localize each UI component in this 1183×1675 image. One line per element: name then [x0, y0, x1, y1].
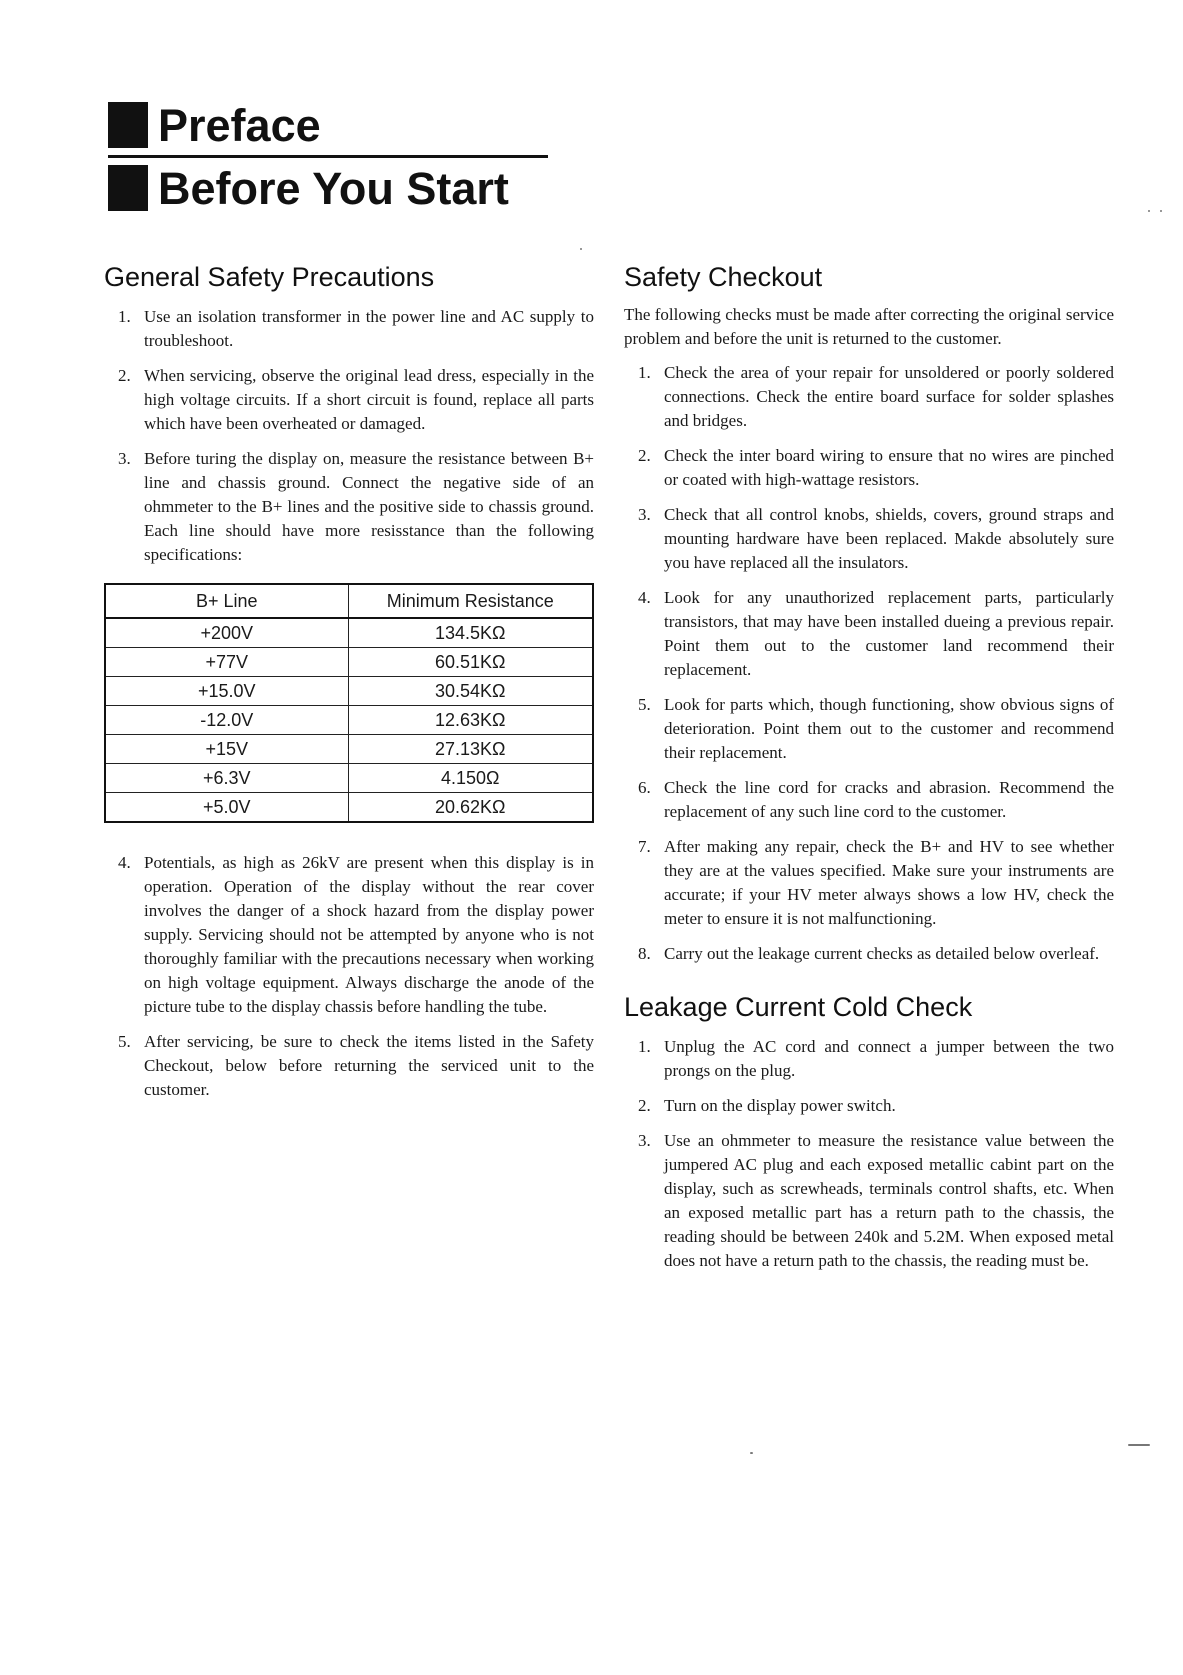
item-text: Look for parts which, though functioning, show obvious signs of deterioration. Point them out to the customer and recommend their replacement. [664, 695, 1114, 762]
list-item [624, 586, 1114, 682]
table-row [105, 764, 593, 793]
list-item [104, 305, 594, 353]
table-row [105, 677, 593, 706]
scan-speck [1128, 1444, 1150, 1446]
item-text: Turn on the display power switch. [664, 1096, 896, 1115]
general-safety-list-b [104, 851, 594, 1102]
list-item [624, 835, 1114, 931]
table-cell: 60.51KΩ [348, 648, 593, 677]
list-item [624, 1035, 1114, 1083]
list-item [624, 444, 1114, 492]
item-number: 5. [638, 695, 651, 714]
leakage-check-heading: Leakage Current Cold Check [624, 992, 973, 1022]
item-text: After making any repair, check the B+ and HV to see whether they are at the values specified. Make sure your instruments are accurate; if your HV meter always shows a low HV, check the meter to ensure it is not malfunctioning. [664, 837, 1114, 928]
list-item [104, 1030, 594, 1102]
safety-checkout-list [624, 361, 1114, 966]
table-cell: 27.13KΩ [348, 735, 593, 764]
item-number: 7. [638, 837, 651, 856]
item-text: Look for any unauthorized replacement parts, particularly transistors, that may have been installed dueing a previous repair. Point them out to the customer land recommend their replacement. [664, 588, 1114, 679]
title-preface [108, 95, 548, 155]
item-number: 1. [118, 307, 131, 326]
table-row [105, 648, 593, 677]
list-item [624, 942, 1114, 966]
item-text: Check the inter board wiring to ensure that no wires are pinched or coated with high-wattage resistors. [664, 446, 1114, 489]
table-cell: +77V [105, 648, 348, 677]
general-safety-list-a [104, 305, 594, 567]
table-row [105, 793, 593, 823]
table-header-row [105, 584, 593, 618]
title-marker-square [108, 165, 148, 211]
item-number: 1. [638, 1037, 651, 1056]
general-safety-heading: General Safety Precautions [104, 262, 435, 292]
item-number: 3. [118, 449, 131, 468]
table-cell: 4.150Ω [348, 764, 593, 793]
list-item [624, 693, 1114, 765]
item-number: 3. [638, 1131, 651, 1150]
item-number: 4. [118, 853, 131, 872]
leakage-check-list [624, 1035, 1114, 1273]
scan-speck [1148, 210, 1150, 212]
list-item [624, 361, 1114, 433]
table-cell: +6.3V [105, 764, 348, 793]
item-number: 2. [638, 446, 651, 465]
table-row [105, 618, 593, 648]
item-text: When servicing, observe the original lead dress, especially in the high voltage circuits. If a short circuit is found, replace all parts which have been overheated or damaged. [144, 366, 594, 433]
list-item [104, 447, 594, 567]
scan-speck [580, 248, 582, 250]
right-column [624, 262, 1114, 1284]
safety-checkout-intro: The following checks must be made after correcting the original service problem and before the unit is returned to the customer. [624, 305, 1114, 348]
table-cell: 20.62KΩ [348, 793, 593, 823]
item-number: 3. [638, 505, 651, 524]
item-number: 2. [118, 366, 131, 385]
item-text: Potentials, as high as 26kV are present when this display is in operation. Operation of the display without the rear cover involves the danger of a shock hazard from the display power supply. Servicing should not be attempted by anyone who is not thoroughly familiar with the precautions necessary when working on high voltage equipment. Always discharge the anode of the picture tube to the display chassis before handling the tube. [144, 853, 594, 1016]
item-number: 8. [638, 944, 651, 963]
item-text: Before turing the display on, measure the resistance between B+ line and chassis ground. Connect the negative side of an ohmmeter to the B+ lines and the positive side to chassis ground. Each line should have more resisstance than the following specifications: [144, 449, 594, 564]
list-item [624, 776, 1114, 824]
item-text: Carry out the leakage current checks as detailed below overleaf. [664, 944, 1100, 963]
page-title-before-you-start: Before You Start [158, 162, 509, 214]
title-before-you-start [108, 158, 548, 218]
list-item [624, 1129, 1114, 1273]
page-title-preface: Preface [158, 99, 321, 151]
table-cell: 12.63KΩ [348, 706, 593, 735]
table-cell: 30.54KΩ [348, 677, 593, 706]
list-item [104, 364, 594, 436]
item-number: 5. [118, 1032, 131, 1051]
item-text: Use an isolation transformer in the power line and AC supply to troubleshoot. [144, 307, 594, 350]
title-block [108, 95, 548, 218]
table-row [105, 706, 593, 735]
item-text: After servicing, be sure to check the items listed in the Safety Checkout, below before returning the serviced unit to the customer. [144, 1032, 594, 1099]
item-text: Check the area of your repair for unsoldered or poorly soldered connections. Check the entire board surface for solder splashes and bridges. [664, 363, 1114, 430]
table-header: B+ Line [105, 584, 348, 618]
table-header: Minimum Resistance [348, 584, 593, 618]
safety-checkout-heading: Safety Checkout [624, 262, 823, 292]
table-cell: 134.5KΩ [348, 618, 593, 648]
list-item [624, 1094, 1114, 1118]
resistance-spec-table [104, 583, 594, 823]
table-cell: +15V [105, 735, 348, 764]
list-item [104, 851, 594, 1019]
table-cell: +15.0V [105, 677, 348, 706]
table-cell: +200V [105, 618, 348, 648]
item-number: 1. [638, 363, 651, 382]
item-number: 4. [638, 588, 651, 607]
item-text: Check that all control knobs, shields, covers, ground straps and mounting hardware have been replaced. Makde absolutely sure you have replaced all the insulators. [664, 505, 1114, 572]
item-text: Use an ohmmeter to measure the resistance value between the jumpered AC plug and each exposed metallic cabint part on the display, such as screwheads, terminals control shafts, etc. When an exposed metallic part has a return path to the chassis, the reading should be between 240k and 5.2M. When exposed metal does not have a return path to the chassis, the reading must be. [664, 1131, 1114, 1270]
item-text: Check the line cord for cracks and abrasion. Recommend the replacement of any such line cord to the customer. [664, 778, 1114, 821]
item-text: Unplug the AC cord and connect a jumper between the two prongs on the plug. [664, 1037, 1114, 1080]
item-number: 6. [638, 778, 651, 797]
list-item [624, 503, 1114, 575]
item-number: 2. [638, 1096, 651, 1115]
title-marker-square [108, 102, 148, 148]
table-cell: +5.0V [105, 793, 348, 823]
left-column [104, 262, 594, 1113]
scan-speck [750, 1452, 753, 1454]
scan-speck [1160, 210, 1162, 212]
table-cell: -12.0V [105, 706, 348, 735]
table-row [105, 735, 593, 764]
